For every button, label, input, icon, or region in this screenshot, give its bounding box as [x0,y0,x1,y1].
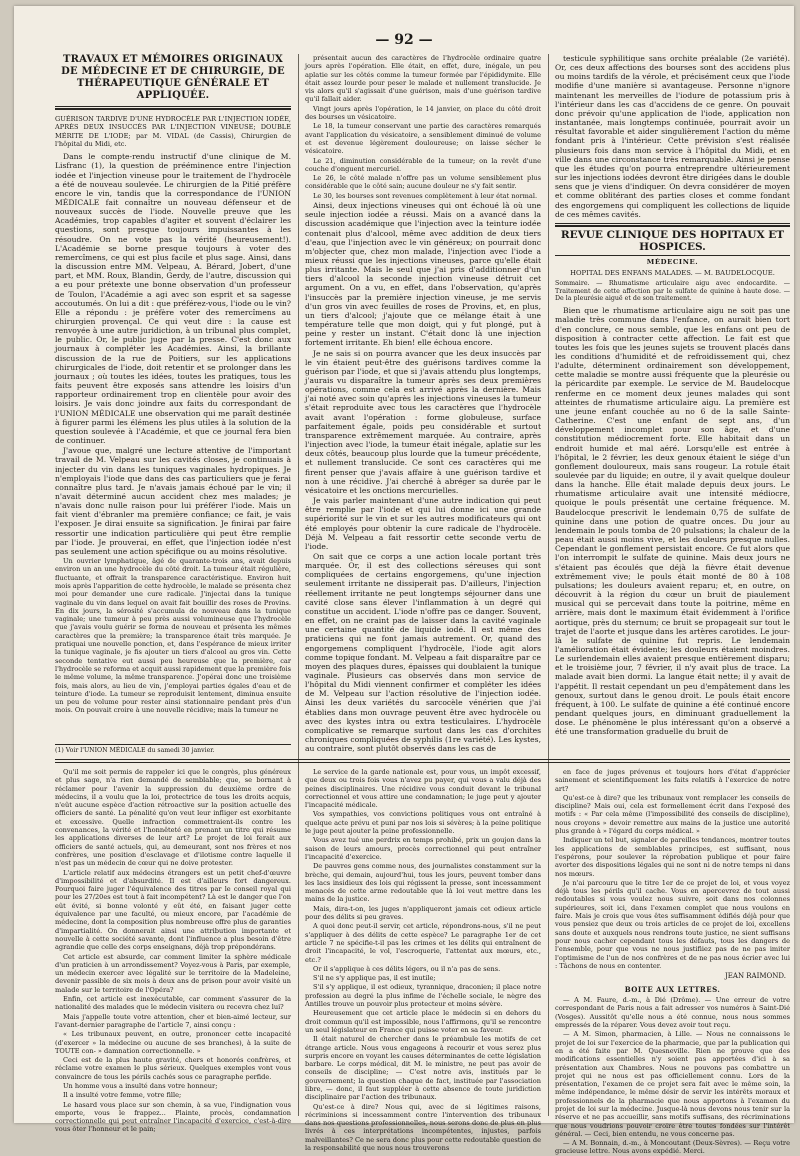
revue-title: REVUE CLINIQUE DES HOPITAUX ET HOSPICES. [560,228,785,253]
article-column-1 [55,54,291,754]
paragraph: L'article relatif aux médecins étrangers est un petit chef-d'œuvre d'impossibilité et d'absurdité. Il est d'ailleurs fort dangereux. Pourquoi faire juger l'équivalence des titres par le conseil royal qui pour les 27/20es est tout à fait incompétent? Là est le danger que l'on eût évité, si bonne volonté y eût été, en faisant juger cette équivalence par une faculté, ou mieux encore, par l'académie de médecine, dont la composition plus nombreuse offre plus de garanties d'impartialité. On donnerait ainsi une attribution importante et nouvelle à cette société savante, dont l'influence a plus besoin d'être agrandie que celle des corps enseignans, déjà trop prépondérans. [55,868,291,952]
paragraph: Cet article est absurde, car comment limiter la sphère médicale d'un praticien à un arrondissement? Voyez-vous à Paris, par exemple, un médecin exercer avec légalité sur le territoire de la Madeleine, devenir passible de six mois à deux ans de prison pour avoir visité un malade sur le territoire de l'Opéra? [55,952,291,994]
paragraph: — A M. Simon, pharmacien, à Lille. — Nous ne connaissons le projet de loi sur l'exercice de la pharmacie, que par la publication qui en a été faite par M. Quesneville. Rien ne prouve que des modifications essentielles n'y soient pas apportées d'ici à sa présentation aux Chambres. Nous ne pouvons pas combattre un projet qui ne nous est pas officiellement connu. Lors de la présentation, l'examen de ce projet sera fait avec le même soin, la même indépendance, le même désir de servir les intérêts moraux et professionnels de la pharmacie que nous apportons à l'examen du projet de loi sur la médecine. Jusque-là nous devons nous tenir sur la réserve et ne pas accueillir, sans motifs suffisans, des récriminations que nous voudrions pouvoir croire être toutes fondées sur l'intérêt général. — Ceci, bien entendu, ne vous concerne pas. [555,1030,790,1138]
newspaper-page [14,6,794,1156]
paragraph: Un ouvrier lymphatique, âgé de quarante-trois ans, avait depuis environ un an une hydrocèle du côté droit. La tumeur était régulière, fluctuante, et offrait la transparence caractéristique. Environ huit mois après l'apparition de cette hydrocèle, le malade se présenta chez moi pour demander une cure radicale. J'injectai dans la tunique vaginale du vin dans lequel on avait fait bouillir des roses de Provins. En dix jours, la sérosité s'accumula de nouveau dans la tunique vaginale; une tumeur à peu près aussi volumineuse que l'hydrocèle que j'avais voulu guérir se forma de nouveau et présenta les mêmes caractères que la première; la transparence était très marquée. Je pratiquai une nouvelle ponction, et, dans l'espérance de mieux irriter la tunique vaginale, je fis ajouter un tiers d'alcool au gros vin. Cette seconde tentative eut aussi peu heureuse que la première, car l'hydrocèle se reforma et acquit aussi rapidement que la première fois le même volume, la même transparence. J'opérai donc une troisième fois, mais alors, au lieu de vin, j'employai parties égales d'eau et de teinture d'iode. La tumeur se reproduisit lentement, diminua ensuite un peu de volume pour rester ainsi stationnaire pendant près d'un mois. On pouvait croire à une nouvelle récidive; mais la tumeur ne [55,557,292,715]
paragraph: Le service de la garde nationale est, pour vous, un impôt excessif, que deux ou trois fois vous n'avez pu payer, qui vous a valu déjà des peines disciplinaires. Une récidive vous conduit devant le tribunal correctionnel et vous attire une condamnation; le juge peut y ajouter l'incapacité médicale. [305,768,541,810]
paragraph: — A M. Faure, d.-m., à Dié (Drôme). — Une erreur de votre correspondant de Paris nous a fait adresser vos numéros à Saint-Dié (Vosges). Aussitôt qu'elle nous a été connue, nous nous sommes empressés de la réparer. Vous devez avoir tout reçu. [555,996,790,1030]
paragraph: Enfin, cet article est inexécutable, car comment s'assurer de la nationalité des malades que le médecin visitera ou recevra chez lui? [55,995,291,1012]
bottom-column-3 [555,768,790,1156]
paragraph: J'avoue que, malgré une lecture attentive de l'important travail de M. Velpeau sur les cavités closes, je continuais à injecter du vin dans les tuniques vaginales hydropiques. Je n'employais l'iode que dans des cas particuliers que je ferai connaître plus tard. Je n'avais jamais échoué par le vin; il n'avait déterminé aucun accident chez mes malades; je n'avais donc nulle raison pour lui préférer l'iode. Mais un fait vient d'ébranler ma première confiance; ce fait, je vais l'exposer. Je dirai ensuite sa signification. Je finirai par faire ressortir une indication particulière qui peut être remplie par l'iode. Je prouverai, en effet, que l'injection iodée n'est pas seulement une action spécifique ou au moins résolutive. [55,446,291,556]
bottom-column-1 [55,768,291,1134]
paragraph: Il était naturel de chercher dans le préambule les motifs de cet étrange article. Nous vous engageons à recourir et vous serez plus surpris encore en voyant les causes déterminantes de cette législation barbare. Le corps médical, dit M. le ministre, ne peut pas avoir de conseils de discipline; — C'est notre avis, institués par le gouvernement; la question chaque de fact, instituée par l'association libre, — donc, il faut suppléer à cette absence de toute juridiction disciplinaire par l'action des tribunaux. [305,1035,541,1102]
footnote-area [55,744,291,756]
signature: JEAN RAIMOND. [724,972,786,981]
paragraph: S'il ne s'y applique pas, il est inutile; [313,974,436,983]
paragraph: Heureusement que cet article place le médecin si en dehors du droit commun qu'il est impossible, nous l'affirmons, qu'il se rencontre un seul législateur en France qui puisse voter en sa faveur. [305,1009,541,1034]
column-divider [548,54,549,1116]
paragraph: Indiquer un tel but, signaler de pareilles tendances, montrer toutes les applications de semblables principes, est suffisant, nous l'espérons, pour soulever la réprobation publique et pour faire avorter des dispositions légales qui ne sont ni de notre temps ni dans nos mœurs. [555,836,790,878]
paragraph: Le 30, les bourses sont revenues complètement à leur état normal. [313,191,538,200]
paragraph: De pauvres gens comme nous, des journalistes constamment sur la brèche, qui demain, aujourd'hui, tous les jours, peuvent tomber dans les lacs insidieux des lois qui régissent la presse, sont incessamment menacés de cette arme redoutable que là loi veut mettre dans les mains de la justice. [305,862,541,904]
paragraph: présentait aucun des caractères de l'hydrocèle ordinaire quatre jours après l'opération. Elle était, en effet, dure, inégale, un peu aplatie sur les côtés comme la tumeur formée par l'épididymite. Elle était assez lourde pour peser le malade et nullement translucide. Je vis alors qu'il s'agissait d'une guérison, mais d'une guérison tardive qu'il fallait aider. [305,54,541,104]
paragraph: Vous avez tué une perdrix en temps prohibé, prix un goujon dans la saison de leurs amours, procès correctionnel qui peut entraîner l'incapacité d'exercice. [305,836,541,861]
article-column-3 [555,54,790,754]
paragraph: Un homme vous a insulté dans votre honneur; [63,1081,218,1090]
paragraph: Le hasard vous place sur son chemin, à sa vue, l'indignation vous emporte, vous le frappez... Plainte, procès, condamnation correctionnelle qui peut entraîner l'incapacité d'exercice, c'est-à-dire vous ôter l'honneur et le pain; [55,1100,291,1134]
paragraph: Mais, dira-t-on, les juges n'appliqueront jamais cet odieux article pour des délits si peu graves. [305,904,541,922]
paragraph: Je vais parler maintenant d'une autre indication qui peut être remplie par l'iode et qui lui donne ici une grande supériorité sur le vin et sur les autres modificateurs qui ont été employés pour obtenir la cure radicale de l'hydrocèle. Déjà M. Velpeau a fait ressortir cette seconde vertu de l'iode. [305,496,541,551]
paragraph: Or il s'applique à ces délits légers, ou il n'a pas de sens. [313,964,501,973]
paragraph: A quoi donc peut-il servir, cet article, répondrons-nous, s'il ne peut s'appliquer à des délits de cette espèce? Le paragraphe 1er de cet article 7 ne spécifie-t-il pas les crimes et les délits qui entraînent de droit l'incapacité, le vol, l'escroquerie, l'attentat aux mœurs, etc., etc.? [305,922,541,964]
paragraph: testicule syphilitique sans orchite préalable (2e variété). Or, ces deux affections des bourses sont des accidens plus ou moins tardifs de la vérole, et précisément ceux que l'iode modifie d'une manière si avantageuse. Personne n'ignore maintenant les merveilles de l'iodure de potassium pris à l'intérieur dans les cas d'accidens de ce genre. On pouvait donc prévoir qu'une application de l'iode, application non instantanée, mais longtemps continuée, pourrait avoir un résultat favorable et aider singulièrement l'action du même fondant pris à l'intérieur. Cette prévision s'est réalisée plusieurs fois dans mon service à l'hôpital du Midi, et en ville dans une circonstance très remarquable. Ainsi je pense que les études qu'on pourra entreprendre ultérieurement sur les injections iodées devront être dirigées dans le double sens que je viens d'indiquer. On devra considérer de moyen et comme oblitérant des parties closes et comme fondant des engorgemens qui compliquent les collections de liquide de ces mêmes cavités. [555,54,790,219]
mailbox-heading: BOITE AUX LETTRES. [624,985,721,995]
paragraph: en face de juges prévenus et toujours hors d'état d'apprécier sainement et scientifiquement les faits relatifs à l'exercice de notre art? [555,768,790,793]
paragraph: Mais j'appelle toute votre attention, cher et bien-aimé lecteur, sur l'avant-dernier paragraphe de l'article 7, ainsi conçu : [55,1012,291,1029]
horizontal-divider [55,759,790,760]
article-column-2 [305,54,541,754]
article-heading: GUÉRISON TARDIVE D'UNE HYDROCÈLE PAR L'INJECTION IODÉE, APRÈS DEUX INSUCCÈS PAR L'INJECTION VINEUSE; DOUBLE MÉRITE DE L'IODE; par M. VIDAL (de Cassis), Chirurgien de l'hôpital du Midi, etc. [55,115,291,148]
paragraph: Je n'ai parcouru que le titre 1er de ce projet de loi, et vous voyez déjà tous les périls qu'il cache. Vous en apercevrez de tout aussi redoutables si vous voulez nous suivre, soit dans nos colonnes supérieures, soit ici, dans l'examen complet que nous voulons en faire. Mais je crois que vous êtes suffisamment édifiés déjà pour que vous pensiez que deux ou trois articles de ce projet de loi, excellens sans doute et auxquels nous rendrons toute justice, ne sient suffisans pour nous cacher cependant tous les défauts, tous les dangers de l'ensemble, pour que vous ne nous justifiiez pas de ne pas imiter l'optimisme de l'un de nos confrères et de ne pas nous écrier avec lui : Tâchons de nous en contenter. [555,878,790,970]
paragraph: Vos sympathies, vos convictions politiques vous ont entraîné à quelque acte prévu et puni par nos lois si sévères; à la peine politique le juge peut ajouter la peine professionnelle. [305,810,541,836]
column-divider [298,54,299,1116]
paragraph: S'il s'y applique, il est odieux, tyrannique, draconien; il place notre profession au degré la plus infime de l'échelle sociale, le nègre des Antilles trouve un pouvoir plus protecteur et moins sévère. [305,983,541,1009]
paragraph: Il a insulté votre femme, votre fille; [63,1091,182,1100]
paragraph: Qu'il me soit permis de rappeler ici que le congrès, plus généreux et plus sage, n'a rien demandé de semblable; que, se bornant à réclamer pour l'avenir la suppression du deuxième ordre de médecins, il a voulu que la loi, protectrice de tous les droits acquis, n'eût aucune espèce d'action rétroactive sur la position actuelle des officiers de santé. La pénalité qu'on veut leur infliger est exorbitante et excessive. Quelle infraction commettraient-ils contre les convenances, la vérité et l'honnêteté en prenant un titre qui résume les applications diverses de leur art? Le projet de loi ferait aux officiers de santé actuels, qui, au demeurant, sont nos frères et nos confrères, une position d'esclavage et d'ilotisme contre laquelle il n'est pas un médecin de cœur qui ne doive protester. [55,768,291,868]
paragraph: Qu'est-ce à dire? que les tribunaux vont remplacer les conseils de discipline? Mais oui, cela est formellement écrit dans l'exposé des motifs : « Par cela même (l'impossibilité des conseils de discipline), nous croyons » devoir remettre aux mains de la justice une autorité plus grande à » l'égard du corps médical. » [555,793,790,836]
paragraph: Je ne sais si on pourra avancer que les deux insuccès par le vin étaient peut-être des guérisons tardives comme la guérison par l'iode, et que si j'avais attendu plus longtemps, j'aurais vu disparaître la tumeur après ses deux premières opérations, comme cela est arrivé après la dernière. Mais j'ai noté avec soin qu'après les injections vineuses la tumeur s'était reproduite avec tous les caractères que l'hydrocèle avait avant l'opération : forme globuleuse, surface parfaitement égale, poids peu considérable et surtout transparence extrêmement marquée. Au contraire, après l'injection avec l'iode, la tumeur était inégale, aplatie sur les deux côtés, beaucoup plus lourde que la tumeur précédente, et nullement translucide. Ce sont ces caractères qui me firent penser que j'avais affaire à une guérison tardive et non à une récidive. J'ai cherché à abréger sa durée par le vésicatoire et les onctions mercurielles. [305,348,541,495]
paragraph: Vingt jours après l'opération, le 14 janvier, on place du côté droit des bourses un vésicatoire. [305,104,541,122]
paragraph: Qu'est-ce à dire? Nous qui, avec de si légitimes raisons, récriminions si incessamment contre l'intervention des tribunaux dans nos questions professionnelles, nous serons donc de plus en plus livrés à ces interprétations incompétentes, injustes, parfois malveillantes? Ce ne sera donc plus pour cette redoutable question de la responsabilité que nous nous trouverons [305,1102,541,1153]
page-number: — 92 — [375,32,433,48]
paragraph: « Les tribunaux peuvent, en outre, prononcer cette incapacité (d'exercer » la médecine ou aucune de ses branches), à la suite de TOUTE con- » damnation correctionnelle. » [55,1030,291,1055]
paragraph: — A M. Bonnain, d.-m., à Moncoutant (Deux-Sèvres). — Reçu votre gracieuse lettre. Nous avons expédié. Merci. [555,1139,790,1156]
paragraph: On sait que ce corps a une action locale portant très marquée. Or, il est des collections séreuses qui sont compliquées de certains engorgemens, qu'une injection seulement irritante ne dissiperait pas. D'ailleurs, l'injection réellement irritante ne peut longtemps séjourner dans une cavité close sans élever l'inflammation à un degré qui constitue un accident. L'iode n'offre pas ce danger. Souvent, en effet, on ne craint pas de laisser dans la cavité vaginale une certaine quantité de liquide iodé. Il est même des praticiens qui ne font jamais autrement. Or, quand des engorgemens compliquent l'hydrocèle, l'iode agit alors comme topique fondant. M. Velpeau a fait disparaître par ce moyen des plaques dures, épaisses qui doublaient la tunique vaginale. Plusieurs cas observés dans mon service de l'hôpital du Midi viennent confirmer et compléter les idées de M. Velpeau sur l'action résolutive de l'injection iodée. Ainsi les deux variétés du sarcocèle vénérien que j'ai établies dans mon ouvrage peuvent être avec hydrocèle ou avec des kystes intra ou extra testiculaires. L'hydrocèle complicative se remarque surtout dans les cas d'orchites chroniques compliquées de syphilis (1re variété). Les kystes, au contraire, sont plutôt observés dans les cas de [305,551,541,754]
paragraph: Le 18, la tumeur conservant une partie des caractères remarqués avant l'application du vésicatoire, a sensiblement diminué de volume et est devenue légèrement douloureuse; on laisse sécher le vésicatoire. [305,122,541,156]
paragraph: Ainsi, deux injections vineuses qui ont échoué là où une seule injection iodée a réussi. Mais on a avancé dans la discussion académique que l'injection avec la teinture iodée contenait plus d'alcool, même avec addition de deux tiers d'eau, que l'injection avec le vin généreux; on pourrait donc m'objecter que, chez mon malade, l'injection avec l'iode a mieux réussi que les injections vineuses, parce qu'elle était plus irritante. Mais le seul que j'ai pris d'additionner d'un tiers d'alcool la seconde injection vineuse détruit cet argument. On a vu, en effet, dans l'observation, qu'après l'insuccès par la première injection vineuse, je me servis d'un gros vin avec feuilles de roses de Provins, et, en plus, un tiers d'alcool; j'ajoute que ce mélange était à une température telle que mon doigt, qui y fut plongé, put à peine y rester un instant. C'était donc là une injection fortement irritante. Eh bien! elle échoua encore. [305,201,541,348]
sommaire: Sommaire. — Rhumatisme articulaire aigu avec endocardite. — Traitement de cette affection par le sulfate de quinine à haute dose. — De la pleurésie aiguë et de son traitement. [555,279,790,303]
paragraph: Le 21, diminution considérable de la tumeur; on la revêt d'une couche d'onguent mercuriel. [305,156,541,173]
paragraph: Bien que le rhumatisme articulaire aigu ne soit pas une maladie très commune dans l'enfance, on aurait bien tort d'en conclure, ce nous semble, que les enfans ont peu de disposition à contracter cette affection. Le fait est que toutes les fois que les jeunes sujets se trouvent placés dans les conditions d'humidité et de refroidissement qui, chez l'adulte, déterminent ordinairement son développement, cette maladie se montre aussi fréquente que la pleurésie ou la péricardite par exemple. Le service de M. Baudelocque renferme en ce moment deux jeunes malades qui sont atteintes de rhumatisme articulaire aigu. La première est une jeune enfant couchée au no 6 de la salle Sainte-Catherine. C'est une enfant de sept ans, d'un développement incomplet pour son âge, et d'une constitution médiocrement forte. Elle habitait dans un endroit humide et mal aéré. Lorsqu'elle est entrée à l'hôpital, le 2 février, les deux genoux étaient le siége d'un gonflement douloureux, mais sans rougeur. La rotule était soulevée par du liquide; en outre, il y avait quelque douleur dans la hanche. Elle était malade depuis deux jours. Le rhumatisme articulaire avait une intensité médiocre, quoique le pouls présentât une certaine fréquence. M. Baudelocque prescrivit le lendemain 0,75 de sulfate de quinine dans une potion de quatre onces. Du jour au lendemain le pouls tomba de 20 pulsations; la chaleur de la peau était aussi moins vive, et les douleurs presque nulles. Cependant le gonflement persistait encore. Ce fut alors que l'on interrompit le sulfate de quinine. Mais deux jours ne s'étaient pas écoulés que déjà la fièvre était devenue extrêmement vive; le pouls était monté de 80 à 108 pulsations; les douleurs avaient reparu; et, en outre, on découvrit à la région du cœur un bruit de piaulement musical qui se percevait dans toute la poitrine, même en arrière, mais dont le maximum était évidemment à l'orifice aortique, près du sternum; ce bruit se propageait sur tout le trajet de l'aorte et jusque dans les artères carotides. Le jour-là le sulfate de quinine fut repris. Le lendemain l'amélioration était évidente; les douleurs étaient moindres. Le surlendemain elles avaient presque entièrement disparu; et le troisième jour, 7 février, il n'y avait plus de trace. La malade avait bien dormi. La langue était nette; il y avait de l'appétit. Il restait cependant un peu d'empâtement dans les genoux, surtout dans le genou droit. Le pouls était encore fréquent, à 100. Le sulfate de quinine a été continué encore pendant quelques jours, en diminuant graduellement la dose. Le phénomène le plus intéressant qu'on a observé a été une transformation graduelle du bruit de [555,306,790,737]
paragraph: Ceci est de la plus haute gravité, chers et honorés confrères, et réclame votre examen le plus sérieux. Quelques exemples vont vous convaincre de tous les périls cachés sous ce paragraphe perfide. [55,1056,291,1081]
hospital-heading: HOPITAL DES ENFANS MALADES. — M. BAUDELOCQUE. [570,268,775,277]
paragraph: Le 26, le côté malade n'offre pas un volume sensiblement plus considérable que le côté sain; aucune douleur ne s'y fait sentir. [305,174,541,191]
section-title: TRAVAUX ET MÉMOIRES ORIGINAUX DE MÉDECINE ET DE CHIRURGIE, DE THÉRAPEUTIQUE GÉNÉRALE ET APPLIQUÉE. [61,54,285,101]
footnote: (1) Voir l'UNION MÉDICALE du samedi 30 janvier. [55,744,291,755]
paragraph: Dans le compte-rendu instructif d'une clinique de M. Lisfranc (1), la question de prééminence entre l'injection iodée et l'injection vineuse pour le traitement de l'hydrocèle a été de nouveau soulevée. Le chirurgien de la Pitié préfère encore le vin, tandis que la correspondance de l'UNION MÉDICALE fait connaître un nouveau défenseur et de nouveaux succès de l'iode. Nouvelle preuve que les Académies, trop capables d'agiter et souvent d'éclairer les questions, sont presque toujours impuissantes à les résoudre. On ne vote pas la vérité (heureusement!). L'Académie se borne presque toujours à voter des remercîmens, ce qui est plus facile et plus sage. Ainsi, dans la discussion entre MM. Velpeau, A. Bérard, Jobert, d'une part, et MM. Roux, Blandin, Gerdy, de l'autre, discussion qui a eu pour prétexte une bonne observation d'un professeur de Toulon, l'Académie a agi avec son esprit et sa sagesse accoutumés. On lui a dit : que préférez-vous, l'iode ou le vin? Elle a répondu : je préfère voter des remercîmens au chirurgien provençal. Ce qui veut dire : la cause est renvoyée à une autre juridiction, à un tribunal plus complet, le public. Or, le public juge par la presse. C'est donc aux journaux à compléter les Académies. Ainsi, la brillante discussion de la rue de Poitiers, sur les applications chirurgicales de l'iode, doit retentir et se prolonger dans les journaux ; où toutes les idées, toutes les pratiques, tous les faits peuvent être exposés sans attendre les loisirs d'un rapporteur ordinairement trop en clientèle pour avoir des loisirs. Je vais donc joindre aux faits du correspondant de l'UNION MÉDICALE une observation qui me paraît destinée à figurer parmi les élémens les plus utiles à la solution de la question soulevée à l'Académie, et que ce journal fera bien de continuer. [55,152,291,446]
bottom-column-2 [305,768,541,1153]
horizontal-divider [55,762,790,763]
revue-subtitle: MÉDECINE. [646,257,699,266]
